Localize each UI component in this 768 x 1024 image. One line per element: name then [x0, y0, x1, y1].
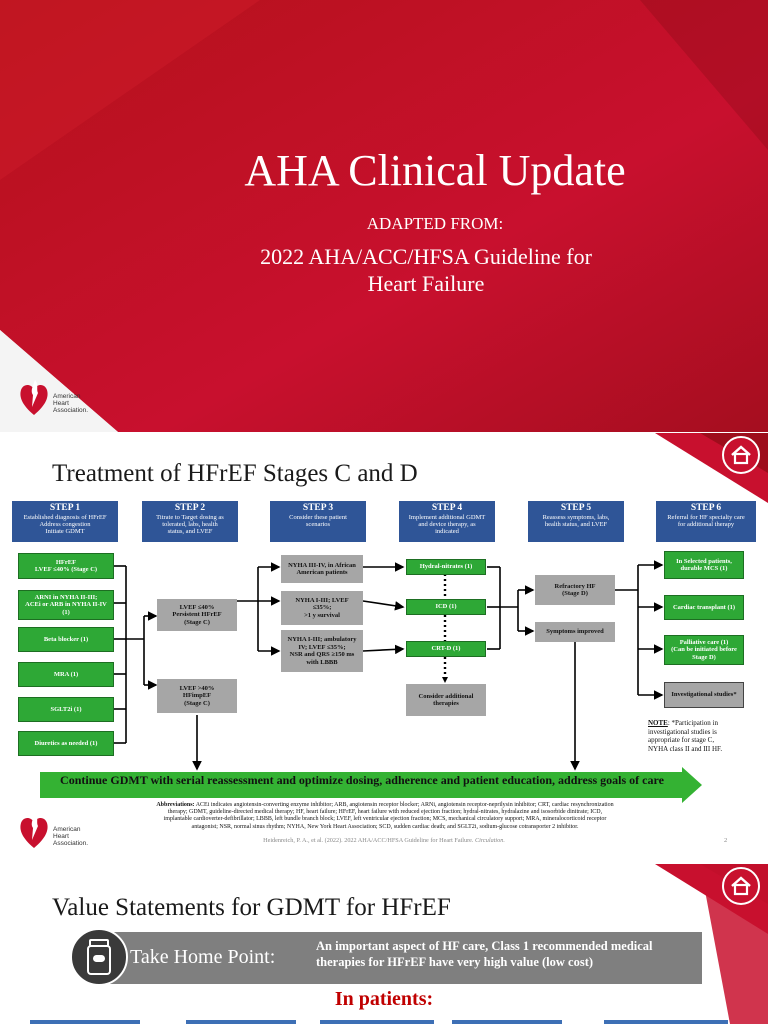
step3-box-lvef-l1: NYHA I-III; LVEF	[295, 596, 349, 604]
step4-extra-l2: therapies	[433, 700, 459, 707]
gdmt-banner-arrow	[0, 433, 768, 863]
pill-bottle-icon	[72, 930, 126, 984]
note-l2: investigational studies is	[648, 727, 717, 736]
slide3-title: Value Statements for GDMT for HFrEF	[52, 894, 451, 921]
aha-heart-torch-icon	[18, 377, 50, 417]
step4-desc1: Implement additional GDMT	[408, 514, 486, 521]
step1-box-hfref-l1: HFrEF	[55, 558, 77, 566]
slide-treatment	[0, 433, 768, 863]
note-label: NOTE	[648, 719, 668, 727]
step5-label: STEP 5	[560, 503, 592, 513]
step3-label: STEP 3	[302, 503, 334, 513]
aha-logo-slide2	[18, 810, 128, 854]
patients-card-4	[452, 1020, 562, 1024]
guideline-subtitle-line2: Heart Failure	[367, 271, 485, 296]
take-home-panel	[98, 932, 702, 984]
step1-label: STEP 1	[49, 503, 81, 513]
step2-box-hfimpef-l3: (Stage C)	[184, 699, 210, 707]
step6-box-investigational-l1: Investigational studies*	[671, 691, 737, 699]
step2-desc1: Titrate to Target dosing as	[156, 514, 224, 521]
step2-box-hfimpef-l1: LVEF >40%	[179, 684, 215, 692]
step6-box-palliative-l3: Stage D)	[692, 653, 716, 661]
step6-desc1: Referral for HF specialty care	[667, 514, 745, 521]
home-button-slide3[interactable]	[722, 867, 760, 905]
aha-logo2-line1: American	[53, 826, 81, 833]
step4-box-crt-l1: CRT-D (1)	[431, 645, 461, 653]
step1-box-diuretics-l1: Diuretics as needed (1)	[34, 739, 98, 747]
patients-card-3	[320, 1020, 434, 1024]
slide-title	[0, 0, 768, 432]
abbrev-l4: antagonist; NSR, normal sinus rhythm; NYHA, New York Heart Association; SCD, sudden cardiac death; and SGLT2i, sodium-glucose cotransporter 2 inhibitor.	[191, 823, 579, 830]
step5-desc1: Reassess symptoms, labs,	[542, 514, 610, 521]
step1-box-sglt2i-l1: SGLT2i (1)	[50, 705, 82, 713]
aha-logo	[18, 377, 128, 421]
step5-box-refractory-l1: Refractory HF	[554, 582, 596, 590]
home-icon	[724, 869, 758, 903]
slide-title-text: AHA Clinical Update	[244, 146, 626, 195]
aha-logo2-line2: Heart	[53, 833, 69, 840]
slide2-title: Treatment of HFrEF Stages C and D	[52, 460, 418, 487]
step3-desc1: Consider these patient	[289, 514, 347, 521]
citation-text: Heidenreich, P. A., et al. (2022). 2022 AHA/ACC/HFSA Guideline for Heart Failure.	[263, 837, 476, 844]
patients-card-1	[30, 1020, 140, 1024]
abbrev-l2: therapy; GDMT, guideline-directed medical therapy; HF, heart failure; HFrEF, heart failure with reduced ejection fraction; hydral-nitrates, hydralazine and isosorbide dinitrate; ICD,	[167, 809, 603, 816]
in-patients-heading: In patients:	[334, 988, 434, 1010]
step6-box-transplant-l1: Cardiac transplant (1)	[672, 603, 736, 611]
guideline-subtitle-line1: 2022 AHA/ACC/HFSA Guideline for	[260, 244, 592, 269]
step3-desc2: scenarios	[305, 521, 331, 528]
step4-extra-l1: Consider additional	[418, 692, 474, 700]
step2-desc2: tolerated, labs, health	[162, 521, 218, 528]
take-home-text: An important aspect of HF care, Class 1 recommended medical therapies for HFrEF have very high value (low cost)	[316, 939, 653, 969]
aha-heart-torch-icon	[18, 810, 50, 850]
step2-label: STEP 2	[174, 503, 206, 513]
abbreviations	[40, 802, 730, 831]
step2-box-persistent-l2: Persistent HFrEF	[172, 611, 222, 619]
step2-desc3: status, and LVEF	[167, 528, 213, 535]
step1-desc1: Established diagnosis of HFrEF	[23, 514, 107, 521]
step4-desc2: and device therapy, as	[418, 521, 476, 528]
step1-box-arni-l1: ARNI in NYHA II-III;	[34, 593, 98, 601]
step3-box-qrs-l4: with LBBB	[306, 658, 338, 666]
step4-box-hydral-l1: Hydral-nitrates (1)	[419, 563, 473, 571]
slide-value-statements	[0, 864, 768, 1024]
step5-box-refractory-l2: (Stage D)	[562, 590, 588, 597]
aha-logo-line1: American	[53, 393, 81, 400]
step4-label: STEP 4	[431, 503, 463, 513]
step3-box-aa-l2: American patients	[296, 569, 348, 576]
step3-box-lvef-l2: ≤35%;	[312, 604, 332, 612]
abbrev-label: Abbreviations:	[156, 802, 195, 808]
step4-desc3: indicated	[435, 528, 459, 535]
aha-logo-line2: Heart	[53, 400, 69, 407]
step6-desc2: for additional therapy	[677, 521, 735, 528]
pill-bottle-badge	[70, 928, 128, 986]
adapted-from-label: ADAPTED FROM:	[366, 214, 504, 233]
step6-box-mcs-l2: durable MCS (1)	[680, 565, 728, 572]
step3-box-lvef-l3: >1 y survival	[304, 611, 340, 619]
step6-box-mcs-l1: In Selected patients,	[676, 557, 732, 565]
step2-box-hfimpef-l2: HFimpEF	[182, 692, 212, 700]
step5-desc2: health status, and LVEF	[544, 521, 608, 528]
abbrev-l3: implantable cardioverter-defibrillator; LBBB, left bundle branch block; LVEF, left ventricular ejection fraction; MCS, mechanical circulatory support; MRA, mineralocorticoid receptor	[163, 816, 607, 823]
note-l1: : *Participation in	[667, 719, 719, 727]
note-l3: appropriate for stage C,	[648, 736, 715, 744]
step6-box-palliative-l2: (Can be initiated before	[671, 646, 737, 654]
step3-box-aa-l1: NYHA III-IV, in African	[288, 561, 356, 569]
step3-box-qrs-l1: NYHA I-III; ambulatory	[287, 636, 357, 643]
step6-label: STEP 6	[690, 503, 722, 513]
gdmt-banner-text: Continue GDMT with serial reassessment and optimize dosing, adherence and patient education, address goals of care	[60, 773, 664, 787]
aha-logo2-line3: Association.	[53, 840, 89, 847]
step3-box-qrs-l3: NSR and QRS ≥150 ms	[289, 651, 355, 658]
note-l4: NYHA class II and III HF.	[648, 744, 723, 753]
abbrev-l1: ACEi indicates angiotensin-converting enzyme inhibitor; ARB, angiotensin receptor blocker; ARNi, angiotensin receptor-neprilysin inhibitor; CRT, cardiac resynchronization	[194, 802, 614, 808]
step1-box-arni-l2: ACEi or ARB in NYHA II-IV	[25, 601, 107, 609]
take-home-label: Take Home Point:	[130, 946, 276, 968]
step4-box-icd-l1: ICD (1)	[435, 603, 457, 611]
page-number: 2	[724, 837, 728, 844]
step2-box-persistent-l3: (Stage C)	[184, 618, 210, 626]
step1-box-arni-l3: (1)	[62, 608, 70, 616]
step2-box-persistent-l1: LVEF ≤40%	[179, 603, 215, 611]
aha-logo-line3: Association.	[53, 407, 89, 414]
step1-box-hfref-l2: LVEF ≤40% (Stage C)	[34, 566, 98, 573]
patients-card-2	[186, 1020, 296, 1024]
step5-box-improved-l1: Symptoms improved	[546, 628, 604, 636]
step1-desc2: Address congestion	[39, 521, 91, 528]
step1-box-mra-l1: MRA (1)	[53, 670, 79, 678]
citation-journal: Circulation.	[475, 837, 505, 844]
step1-desc3: Initiate GDMT	[45, 528, 85, 535]
patients-card-5	[604, 1020, 728, 1024]
step3-box-qrs-l2: IV; LVEF ≤35%;	[298, 643, 346, 651]
step6-box-palliative-l1: Palliative care (1)	[679, 638, 729, 646]
step1-box-beta-blocker-l1: Beta blocker (1)	[43, 635, 89, 643]
